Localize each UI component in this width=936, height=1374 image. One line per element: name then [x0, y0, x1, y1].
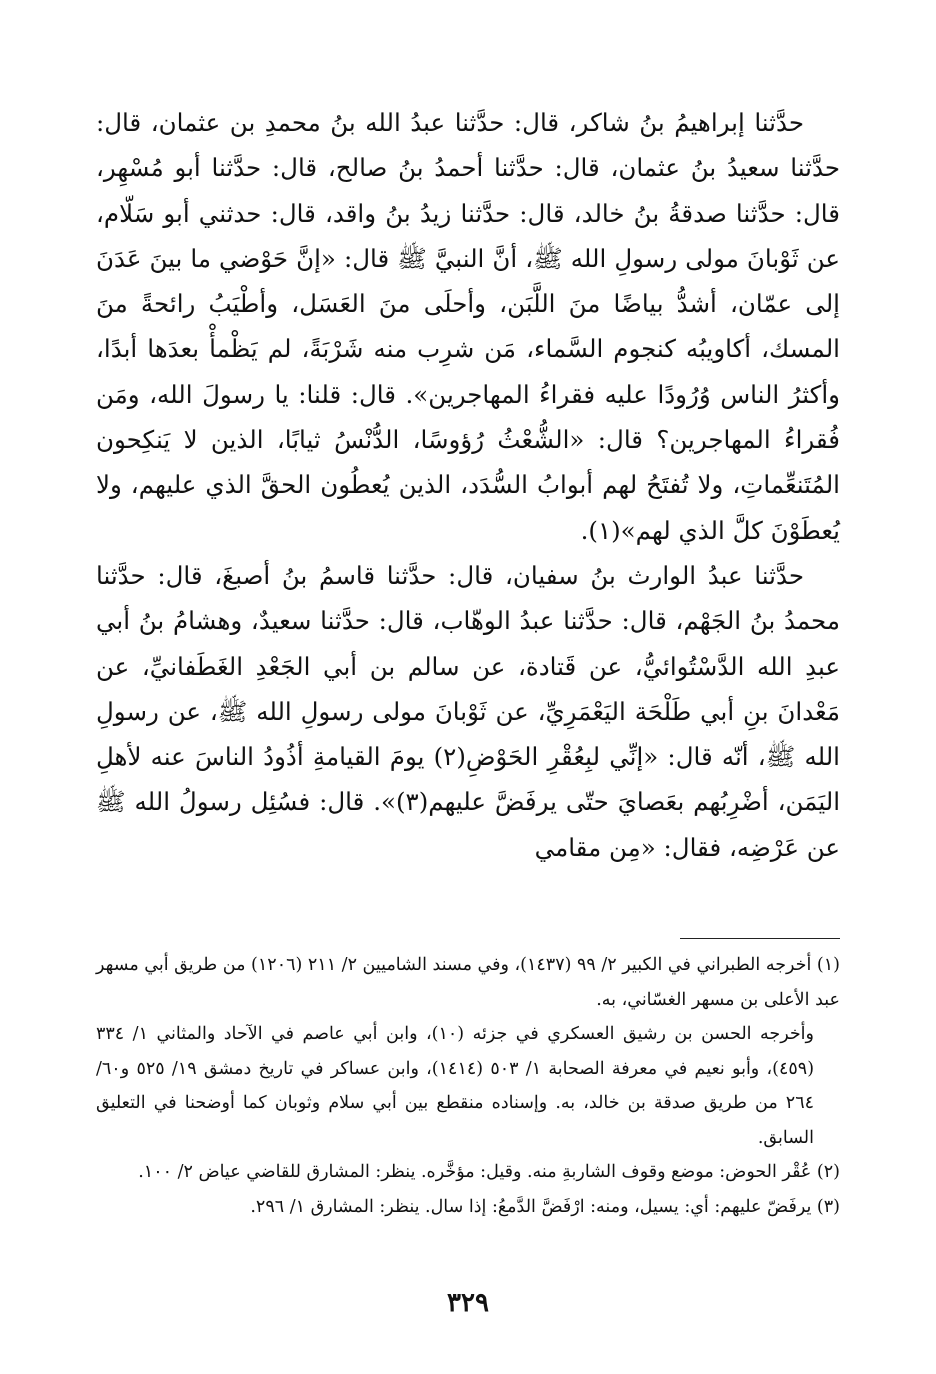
footnote-1: (١) أخرجه الطبراني في الكبير ٢/ ٩٩ (١٤٣٧)، وفي مسند الشاميين ٢/ ٢١١ (١٢٠٦) من طريق أبي مسهر عبد الأعلى بن مسهر الغسّاني، به. [96, 955, 840, 1010]
book-page [96, 100, 840, 1360]
main-text [96, 100, 840, 870]
footnote-3: (٣) يرفَضّ عليهم: أي: يسيل، ومنه: ارْفَضَّ الدَّمعُ: إذا سال. ينظر: المشارق ١/ ٢٩٦. [250, 1196, 840, 1217]
footnote-divider [680, 938, 840, 939]
page-number: ٣٢٩ [447, 1288, 489, 1318]
paragraph-2: حدَّثنا عبدُ الوارث بنُ سفيان، قال: حدَّثنا قاسمُ بنُ أصبغَ، قال: حدَّثنا محمدُ بنُ الجَهْم، قال: حدَّثنا عبدُ الوهّاب، قال: حدَّثنا سعيدٌ، وهشامُ بنُ أبي عبدِ الله الدَّسْتُوائيُّ، عن قَتادة، عن سالم بن أبي الجَعْدِ الغَطَفانيِّ، عن مَعْدانَ بنِ أبي طَلْحَة اليَعْمَرِيِّ، عن ثَوْبانَ مولى رسولِ الله ﷺ، عن رسولِ الله ﷺ، أنّه قال: «إنِّي لبِعُقْرِ الحَوْضِ(٢) يومَ القيامةِ أذُودُ الناسَ عنه لأهلِ اليَمَن، أضْرِبُهم بعَصايَ حتّى يرفَضَّ عليهم(٣)». قال: فسُئِل رسولُ الله ﷺ عن عَرْضِه، فقال: «مِن مقامي [96, 560, 841, 862]
footnotes [96, 948, 840, 1224]
footnote-1-continuation: وأخرجه الحسن بن رشيق العسكري في جزئه (١٠)، وابن أبي عاصم في الآحاد والمثاني ١/ ٣٣٤ (٤٥٩)، وأبو نعيم في معرفة الصحابة ١/ ٥٠٣ (١٤١٤)، وابن عساكر في تاريخ دمشق ١٩/ ٥٢٥ و٦٠/ ٢٦٤ من طريق صدقة بن خالد، به. وإسناده منقطع بين أبي سلام وثوبان كما أوضحنا في التعليق السابق. [96, 1024, 815, 1148]
footnote-2: (٢) عُقْر الحوض: موضع وقوف الشاربةِ منه. وقيل: مؤخَّره. ينظر: المشارق للقاضي عياض ٢/ ١٠٠. [138, 1162, 840, 1182]
paragraph-1: حدَّثنا إبراهيمُ بنُ شاكر، قال: حدَّثنا عبدُ الله بنُ محمدِ بن عثمان، قال: حدَّثنا سعيدُ بنُ عثمان، قال: حدَّثنا أحمدُ بنُ صالح، قال: حدَّثنا أبو مُسْهِر، قال: حدَّثنا صدقةُ بنُ خالد، قال: حدَّثنا زيدُ بنُ واقد، قال: حدثني أبو سَلّام، عن ثَوْبانَ مولى رسولِ الله ﷺ، أنَّ النبيَّ ﷺ قال: «إنَّ حَوْضي ما بينَ عَدَنَ إلى عمّان، أشدُّ بياضًا منَ اللَّبَن، وأحلَى منَ العَسَل، وأطْيَبُ رائحةً منَ المسك، أكاويبُه كنجوم السَّماء، مَن شرِب منه شَرْبَةً، لم يَظْمأْ بعدَها أبدًا، وأكثرُ الناس وُرُودًا عليه فقراءُ المهاجرين». قال: قلنا: يا رسولَ الله، ومَن فُقراءُ المهاجرين؟ قال: «الشُّعْثُ رُؤوسًا، الدُّنْسُ ثيابًا، الذين لا يَنكِحون المُتَنعِّماتِ، ولا تُفتَحُ لهم أبوابُ السُّدَد، الذين يُعطُون الحقَّ الذي عليهم، ولا يُعطَوْنَ كلَّ الذي لهم»(١). [96, 108, 840, 545]
